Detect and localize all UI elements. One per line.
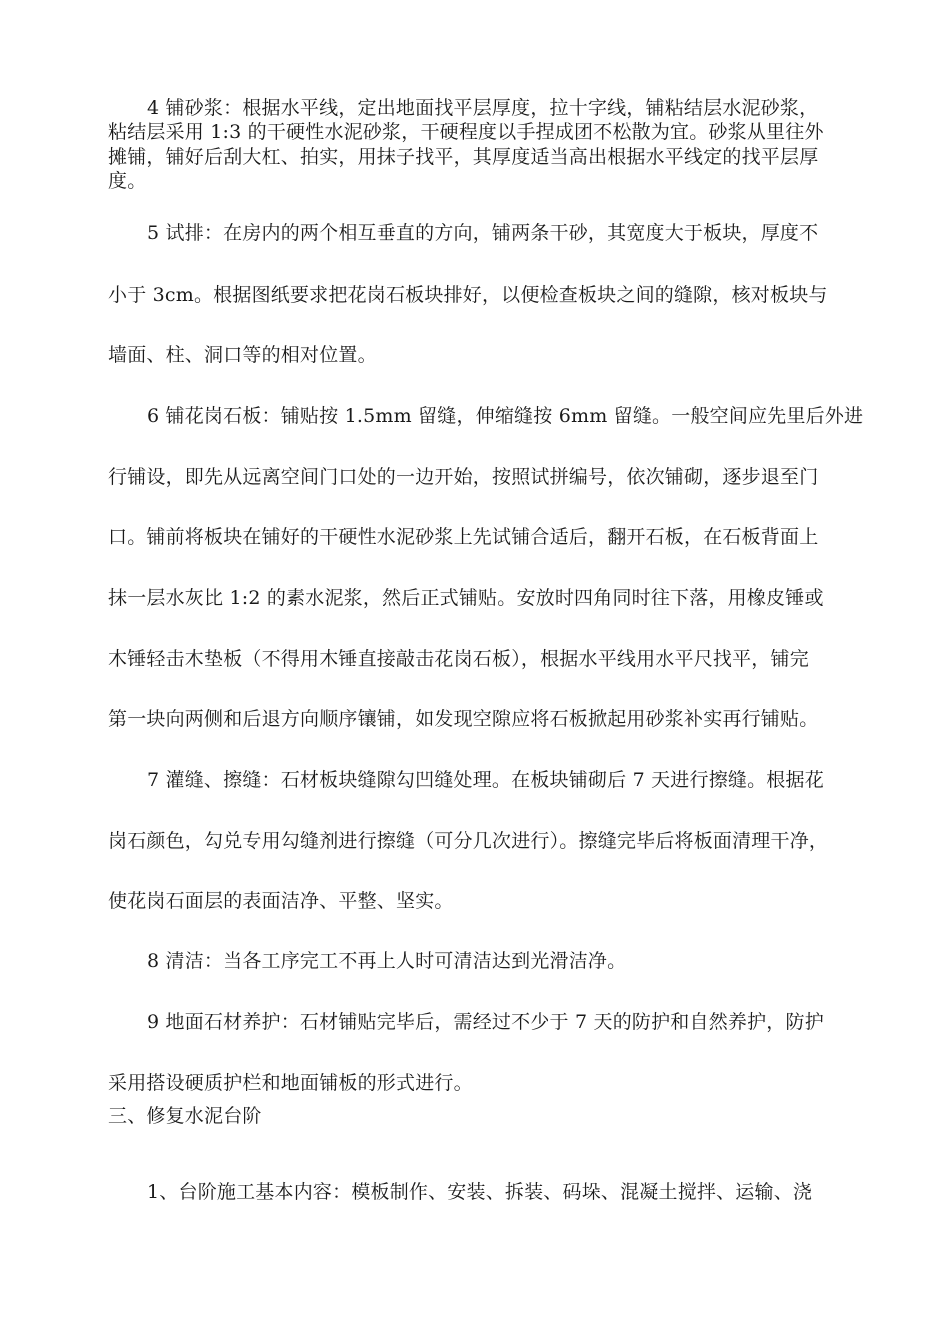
paragraph-6-line-3: 口。铺前将板块在铺好的干硬性水泥砂浆上先试铺合适后，翻开石板，在石板背面上 [108, 526, 819, 548]
paragraph-6-line-2: 行铺设，即先从远离空间门口处的一边开始，按照试拼编号，依次铺砌，逐步退至门 [108, 466, 819, 488]
paragraph-4-line-4: 度。 [108, 170, 147, 192]
paragraph-6-line-4: 抹一层水灰比 1:2 的素水泥浆，然后正式铺贴。安放时四角同时往下落，用橡皮锤或 [108, 587, 824, 609]
paragraph-6-line-5: 木锤轻击木垫板（不得用木锤直接敲击花岗石板），根据水平线用水平尺找平，铺完 [108, 648, 809, 670]
paragraph-5-line-1: 5 试排：在房内的两个相互垂直的方向，铺两条干砂，其宽度大于板块，厚度不 [147, 222, 819, 244]
paragraph-4-line-2: 粘结层采用 1:3 的干硬性水泥砂浆，干硬程度以手捏成团不松散为宜。砂浆从里往外 [108, 121, 824, 143]
section-3-heading: 三、修复水泥台阶 [108, 1105, 262, 1127]
paragraph-8-line-1: 8 清洁：当各工序完工不再上人时可清洁达到光滑洁净。 [147, 950, 627, 972]
paragraph-5-line-2: 小于 3cm。根据图纸要求把花岗石板块排好，以便检查板块之间的缝隙，核对板块与 [108, 284, 828, 306]
paragraph-7-line-1: 7 灌缝、擦缝：石材板块缝隙勾凹缝处理。在板块铺砌后 7 天进行擦缝。根据花 [147, 769, 824, 791]
paragraph-9-line-1: 9 地面石材养护：石材铺贴完毕后，需经过不少于 7 天的防护和自然养护，防护 [147, 1011, 824, 1033]
paragraph-7-line-3: 使花岗石面层的表面洁净、平整、坚实。 [108, 890, 454, 912]
section-3-paragraph-1-line-1: 1、台阶施工基本内容：模板制作、安装、拆装、码垛、混凝土搅拌、运输、浇 [147, 1181, 813, 1203]
paragraph-6-line-1: 6 铺花岗石板：铺贴按 1.5mm 留缝，伸缩缝按 6mm 留缝。一般空间应先里后外进 [147, 405, 864, 427]
paragraph-9-line-2: 采用搭设硬质护栏和地面铺板的形式进行。 [108, 1072, 473, 1094]
paragraph-6-line-6: 第一块向两侧和后退方向顺序镶铺，如发现空隙应将石板掀起用砂浆补实再行铺贴。 [108, 708, 819, 730]
paragraph-4-line-1: 4 铺砂浆：根据水平线，定出地面找平层厚度，拉十字线，铺粘结层水泥砂浆， [147, 97, 819, 119]
paragraph-4-line-3: 摊铺，铺好后刮大杠、拍实，用抹子找平，其厚度适当高出根据水平线定的找平层厚 [108, 146, 819, 168]
paragraph-7-line-2: 岗石颜色，勾兑专用勾缝剂进行擦缝（可分几次进行）。擦缝完毕后将板面清理干净， [108, 830, 829, 852]
paragraph-5-line-3: 墙面、柱、洞口等的相对位置。 [108, 344, 377, 366]
